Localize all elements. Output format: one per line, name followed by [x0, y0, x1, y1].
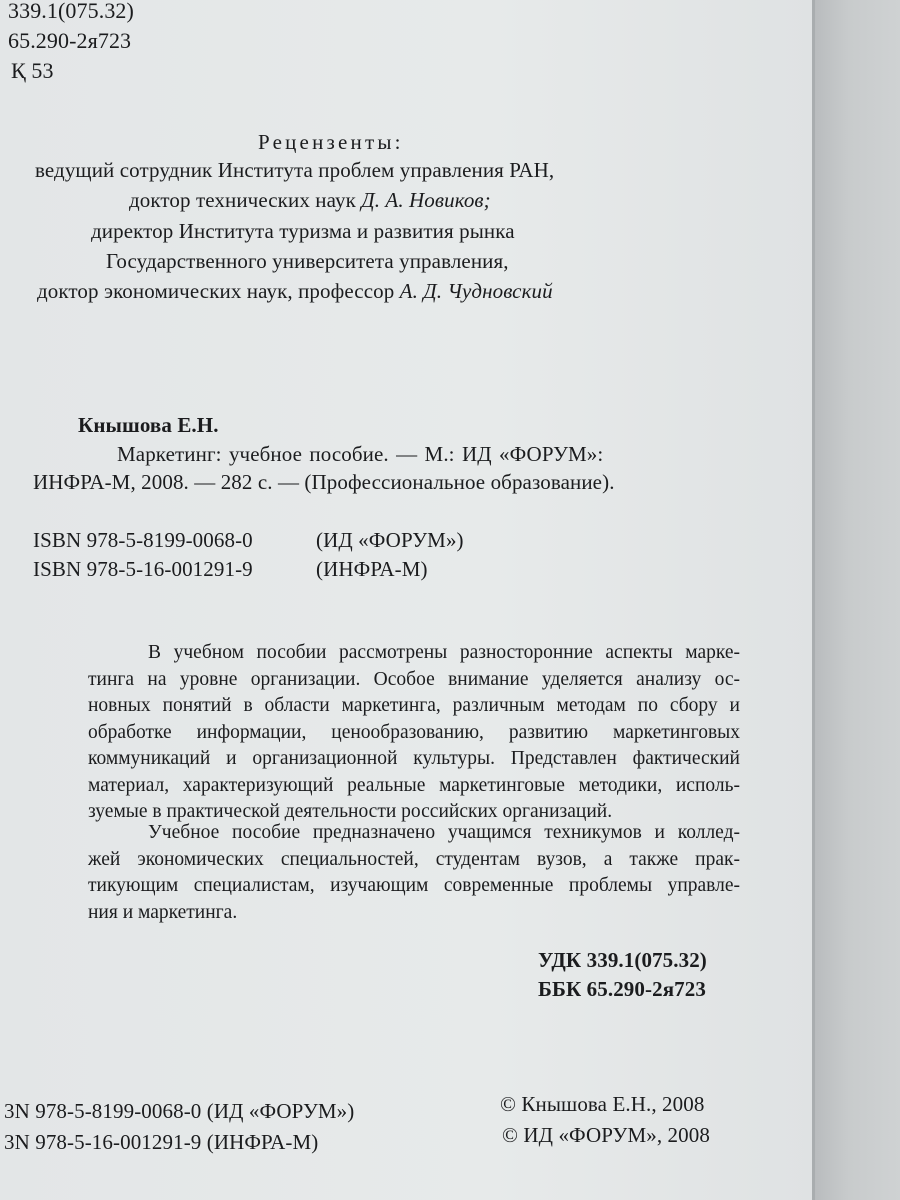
- reviewer-line-2: доктор технических наук Д. А. Новиков;: [129, 188, 491, 212]
- footer-isbn-1: 3N 978-5-8199-0068-0 (ИД «ФОРУМ»): [4, 1099, 355, 1123]
- annotation-line: тикующим специалистам, изучающим современные проблемы управле-: [88, 875, 740, 896]
- annotation-line: ния и маркетинга.: [88, 901, 238, 923]
- reviewer-line-5: доктор экономических наук, профессор А. Д. Чудновский: [37, 279, 553, 303]
- bbk-code: ББК 65.290-2я723: [538, 977, 706, 1001]
- annotation-line: жей экономических специальностей, студентам вузов, а также прак-: [88, 848, 740, 870]
- copyright-author: © Кнышова Е.Н., 2008: [500, 1092, 705, 1116]
- annotation-line: тинга на уровне организации. Особое внимание уделяется анализу ос-: [88, 668, 740, 690]
- isbn-2: ISBN 978-5-16-001291-9: [33, 557, 253, 581]
- annotation-paragraph-1: [88, 640, 740, 826]
- bib-line-1: Маркетинг: учебное пособие. — М.: ИД «ФОРУМ»:: [117, 442, 604, 466]
- copyright-publisher: © ИД «ФОРУМ», 2008: [502, 1123, 710, 1147]
- reviewers-title: Рецензенты:: [258, 130, 404, 154]
- bib-line-2: ИНФРА-М, 2008. — 282 с. — (Профессиональное образование).: [33, 470, 615, 494]
- udk-code: УДК 339.1(075.32): [538, 948, 707, 972]
- annotation-paragraph-2-lines: [88, 820, 740, 926]
- author-mark: Қ 53: [11, 58, 54, 83]
- udk-code-top: 339.1(075.32): [8, 0, 134, 23]
- annotation-line: Учебное пособие предназначено учащимся техникумов и коллед-: [148, 822, 740, 843]
- annotation-line: В учебном пособии рассмотрены разносторонние аспекты марке-: [148, 642, 740, 663]
- annotation-line: новных понятий в области маркетинга, различным методам по сбору и: [88, 695, 740, 716]
- reviewer-line-1: ведущий сотрудник Института проблем управления РАН,: [35, 158, 555, 182]
- annotation-line: коммуникаций и организационной культуры. Представлен фактический: [88, 748, 740, 769]
- book-author: Кнышова Е.Н.: [78, 413, 219, 437]
- annotation-line: обработке информации, ценообразованию, развитию маркетинговых: [88, 721, 740, 743]
- isbn-1-publisher: (ИД «ФОРУМ»): [316, 528, 464, 552]
- reviewer-line-4: Государственного университета управления,: [106, 249, 509, 273]
- adjacent-page: [815, 0, 900, 1200]
- bbk-code-top: 65.290-2я723: [8, 28, 132, 53]
- annotation-line: зуемые в практической деятельности российских организаций.: [88, 801, 613, 822]
- footer-isbn-2: 3N 978-5-16-001291-9 (ИНФРА-М): [4, 1130, 319, 1154]
- reviewer-line-3: директор Института туризма и развития рынка: [91, 219, 515, 243]
- isbn-1: ISBN 978-5-8199-0068-0: [33, 528, 253, 552]
- annotation-line: материал, характеризующий реальные маркетинговые методики, исполь-: [88, 774, 740, 796]
- isbn-2-publisher: (ИНФРА-М): [316, 557, 428, 581]
